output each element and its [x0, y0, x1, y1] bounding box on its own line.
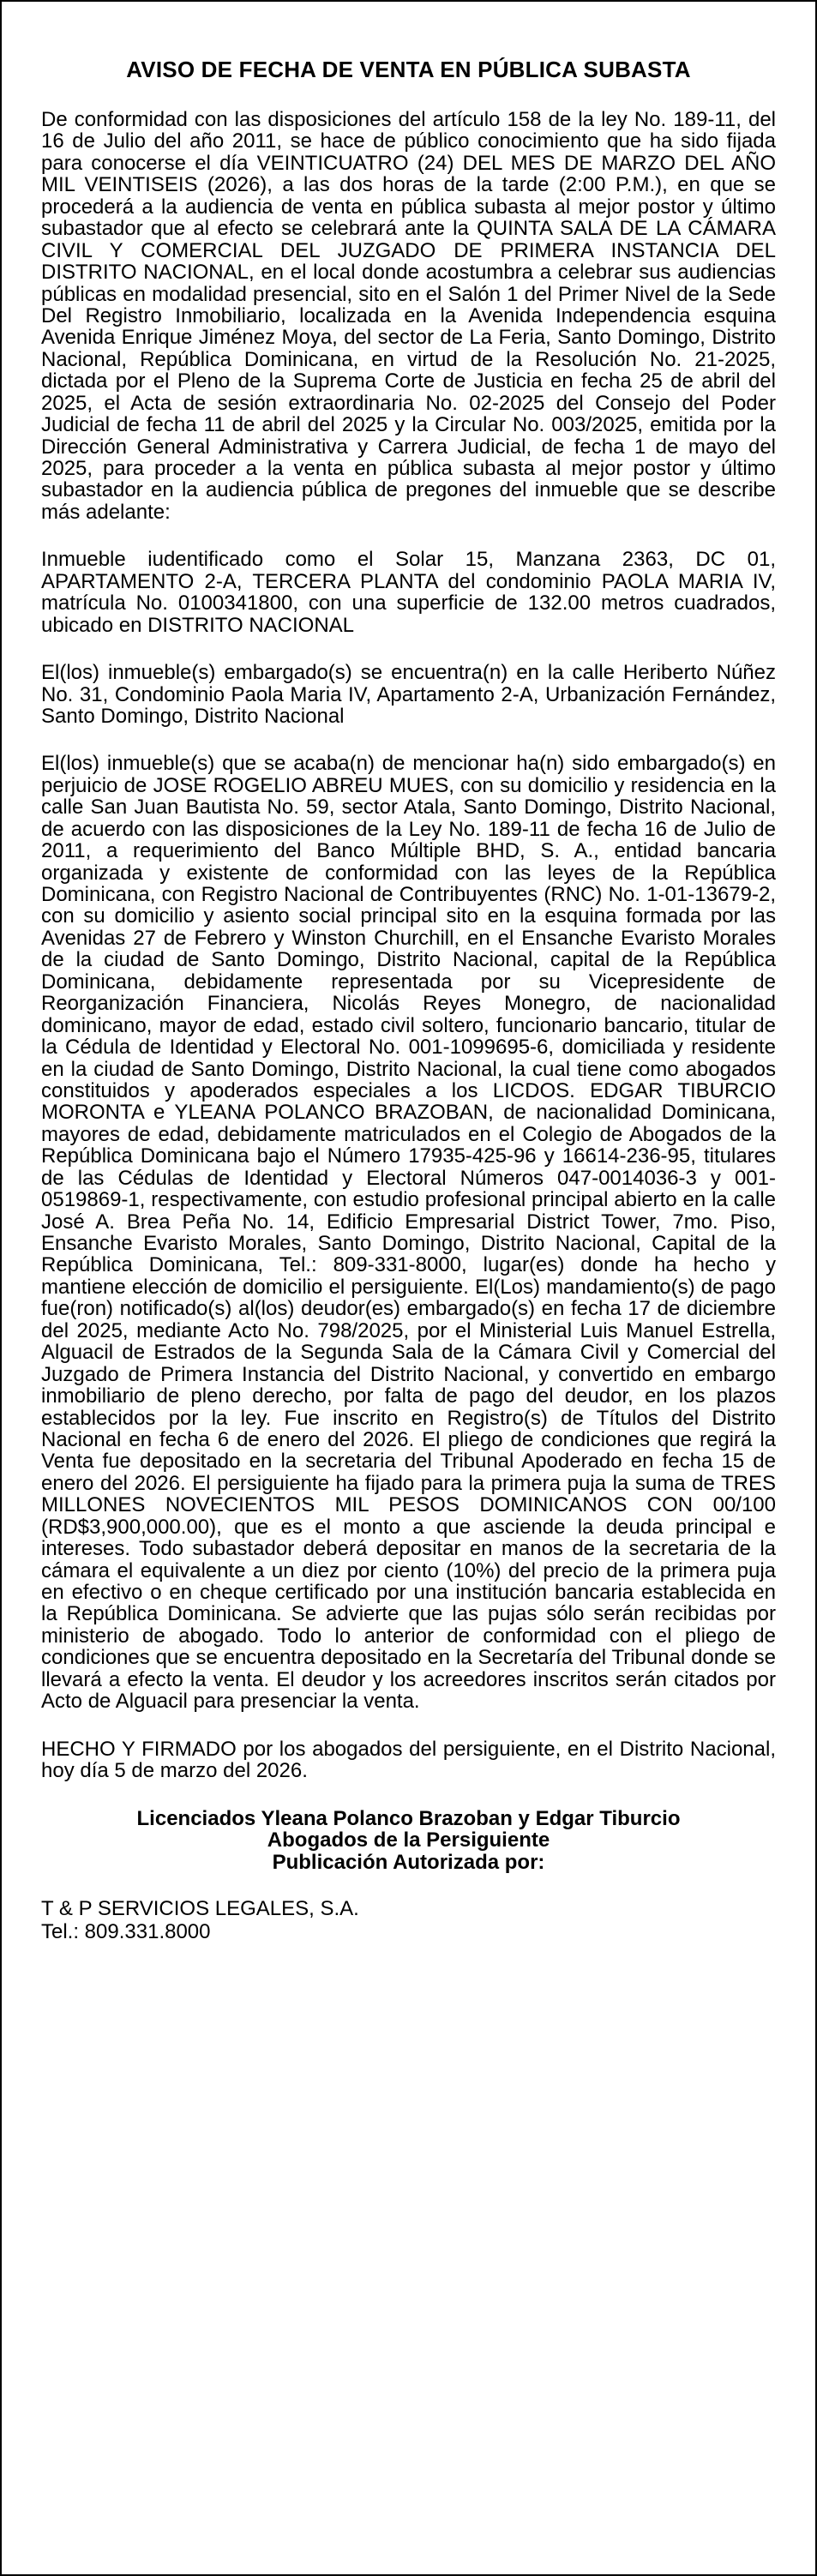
company-phone: Tel.: 809.331.8000 — [41, 1919, 211, 1943]
paragraph-signed: HECHO Y FIRMADO por los abogados del persiguiente, en el Distrito Nacional, hoy día 5 de marzo del 2026. — [41, 1737, 776, 1783]
signature-authorized: Publicación Autorizada por: — [272, 1851, 545, 1875]
notice-title: AVISO DE FECHA DE VENTA EN PÚBLICA SUBASTA — [126, 57, 691, 82]
paragraph-property-description: Inmueble iudentificado como el Solar 15, Manzana 2363, DC 01, APARTAMENTO 2-A, TERCERA PLANTA del condominio PAOLA MARIA IV, matrícula No. 0100341800, con una superficie de 132.00 metros cuadrados, ubicado en DISTRITO NACIONAL — [41, 548, 776, 637]
company-block — [41, 1898, 776, 1943]
paragraph-seizure-details: El(los) inmueble(s) que se acaba(n) de mencionar ha(n) sido embargado(s) en perjuicio de JOSE ROGELIO ABREU MUES, con su domicilio y residencia en la calle San Juan Bautista No. 59, sector Atala, Santo Domingo, Distrito Nacional, de acuerdo con las disposiciones de la Ley No. 189-11 de fecha 16 de Julio de 2011, a requerimiento del Banco Múltiple BHD, S. A., entidad bancaria organizada y existente de conformidad con las leyes de la República Dominicana, con Registro Nacional de Contribuyentes (RNC) No. 1-01-13679-2, con su domicilio y asiento social principal sito en la esquina formada por las Avenidas 27 de Febrero y Winston Churchill, en el Ensanche Evaristo Morales de la ciudad de Santo Domingo, Distrito Nacional, capital de la República Dominicana, debidamente representada por su Vicepresidente de Reorganización Financiera, Nicolás Reyes Monegro, de nacionalidad dominicano, mayor de edad, estado civil soltero, funcionario bancario, titular de la Cédula de Identidad y Electoral No. 001-1099695-6, domiciliada y residente en la ciudad de Santo Domingo, Distrito Nacional, la cual tiene como abogados constituidos y apoderados especiales a los LICDOS. EDGAR TIBURCIO MORONTA e YLEANA POLANCO BRAZOBAN, de nacionalidad Dominicana, mayores de edad, debidamente matriculados en el Colegio de Abogados de la República Dominicana bajo el Número 17935-425-96 y 16614-236-95, titulares de las Cédulas de Identidad y Electoral Números 047-0014036-3 y 001-0519869-1, respectivamente, con estudio profesional principal abierto en la calle José A. Brea Peña No. 14, Edificio Empresarial District Tower, 7mo. Piso, Ensanche Evaristo Morales, Santo Domingo, Distrito Nacional, Capital de la República Dominicana, Tel.: 809-331-8000, lugar(es) donde ha hecho y mantiene elección de domicilio el persiguiente. El(Los) mandamiento(s) de pago fue(ron) notificado(s) al(los) deudor(es) embargado(s) en fecha 17 de diciembre del 2025, mediante Acto No. 798/2025, por el Ministerial Luis Manuel Estrella, Alguacil de Estrados de la Segunda Sala de la Cámara Civil y Comercial del Juzgado de Primera Instancia del Distrito Nacional, y convertido en embargo inmobiliario de pleno derecho, por falta de pago del deudor, en los plazos establecidos por la ley. Fue inscrito en Registro(s) de Títulos del Distrito Nacional en fecha 6 de enero del 2026. El pliego de condiciones que regirá la Venta fue depositado en la secretaria del Tribunal Apoderado en fecha 15 de enero del 2026. El persiguiente ha fijado para la primera puja la suma de TRES MILLONES NOVECIENTOS MIL PESOS DOMINICANOS CON 00/100 (RD$3,900,000.00), que es el monto a que asciende la deuda principal e intereses. Todo subastador deberá depositar en manos de la secretaria de la cámara el equivalente a un diez por ciento (10%) del precio de la primera puja en efectivo o en cheque certificado por una institución bancaria establecida en la República Dominicana. Se advierte que las pujas sólo serán recibidas por ministerio de abogado. Todo lo anterior de conformidad con el pliego de condiciones que se encuentra depositado en la Secretaría del Tribunal donde se llevará a efecto la venta. El deudor y los acreedores inscritos serán citados por Acto de Alguacil para presenciar la venta. — [41, 752, 776, 1714]
paragraph-property-location: El(los) inmueble(s) embargado(s) se encuentra(n) en la calle Heriberto Núñez No. 31, Condominio Paola Maria IV, Apartamento 2-A, Urbanización Fernández, Santo Domingo, Distrito Nacional — [41, 661, 776, 728]
signature-lawyers: Licenciados Yleana Polanco Brazoban y Edgar Tiburcio — [136, 1806, 681, 1830]
signature-block — [41, 1808, 776, 1875]
signature-role: Abogados de la Persiguiente — [267, 1828, 550, 1852]
paragraph-auction-date: De conformidad con las disposiciones del artículo 158 de la ley No. 189-11, del 16 de Julio del año 2011, se hace de público conocimiento que ha sido fijada para conocerse el día VEINTICUATRO (24) DEL MES DE MARZO DEL AÑO MIL VEINTISEIS (2026), a las dos horas de la tarde (2:00 P.M.), en que se procederá a la audiencia de venta en pública subasta al mejor postor y último subastador que al efecto se celebrará ante la QUINTA SALA DE LA CÁMARA CIVIL Y COMERCIAL DEL JUZGADO DE PRIMERA INSTANCIA DEL DISTRITO NACIONAL, en el local donde acostumbra a celebrar sus audiencias públicas en modalidad presencial, sito en el Salón 1 del Primer Nivel de la Sede Del Registro Inmobiliario, localizada en la Avenida Independencia esquina Avenida Enrique Jiménez Moya, del sector de La Feria, Santo Domingo, Distrito Nacional, República Dominicana, en virtud de la Resolución No. 21-2025, dictada por el Pleno de la Suprema Corte de Justicia en fecha 25 de abril del 2025, el Acta de sesión extraordinaria No. 02-2025 del Consejo del Poder Judicial de fecha 11 de abril del 2025 y la Circular No. 003/2025, emitida por la Dirección General Administrativa y Carrera Judicial, de fecha 1 de mayo del 2025, para proceder a la venta en pública subasta al mejor postor y último subastador en la audiencia pública de pregones del inmueble que se describe más adelante: — [41, 108, 776, 524]
company-name: T & P SERVICIOS LEGALES, S.A. — [41, 1897, 359, 1921]
